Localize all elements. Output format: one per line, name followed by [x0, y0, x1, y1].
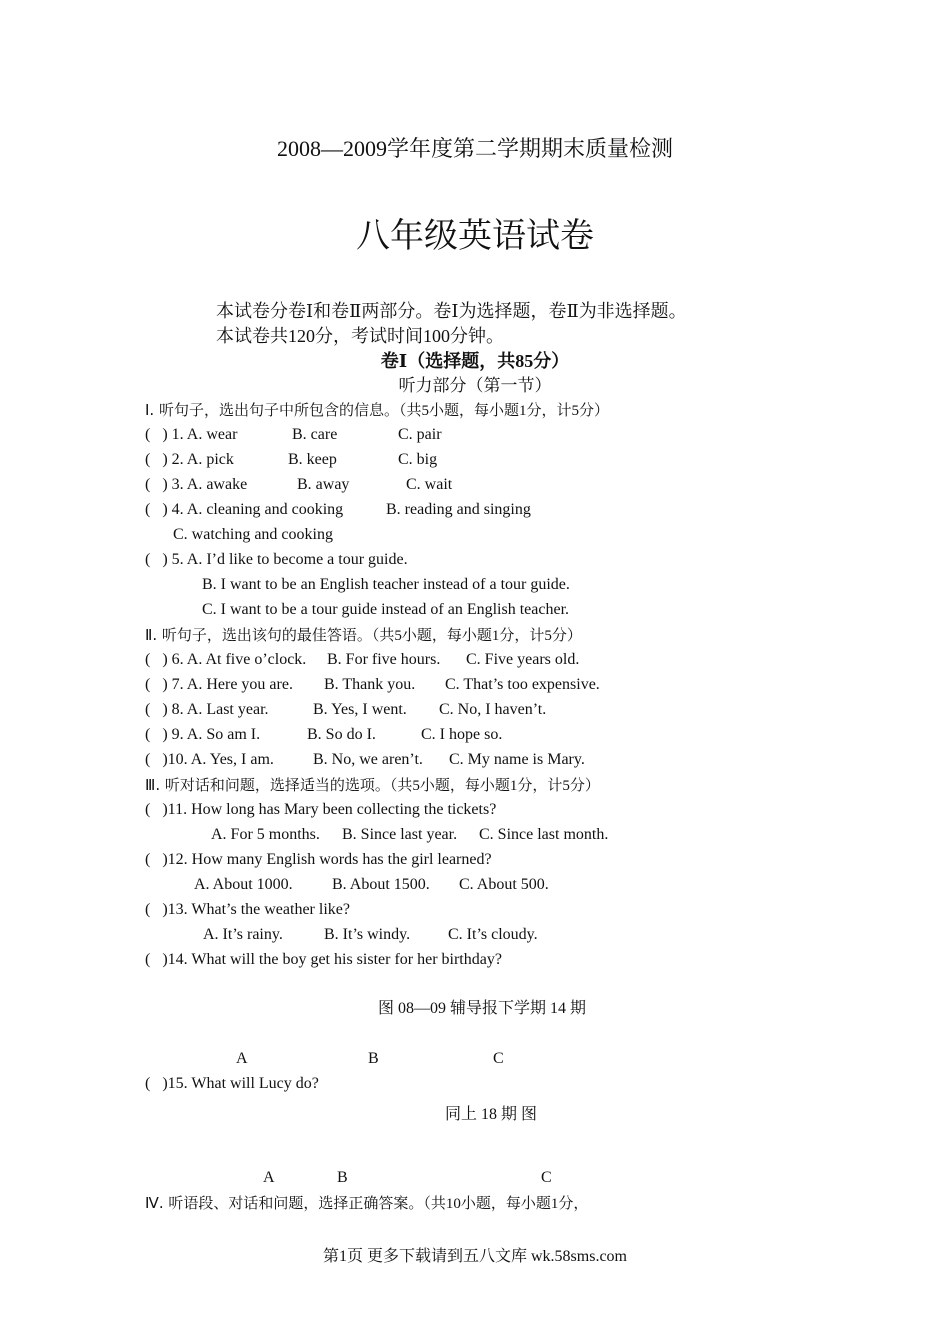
question-2: ( ) 2. A. pick	[145, 451, 234, 468]
q12-option-c: C. About 500.	[459, 876, 549, 893]
q14-image-note: 图 08—09 辅导报下学期 14 期	[378, 1000, 587, 1017]
q6-option-b: B. For five hours.	[327, 651, 441, 668]
q10-option-b: B. No, we aren’t.	[313, 751, 423, 768]
q9-option-b: B. So do I.	[307, 726, 376, 743]
question-3: ( ) 3. A. awake	[145, 476, 248, 493]
question-15: ( )15. What will Lucy do?	[145, 1075, 319, 1092]
q1-option-c: C. pair	[398, 426, 442, 443]
section-3-note: （共5小题，每小题1分，计5分）	[389, 778, 600, 794]
section-3-label: Ⅲ. 听对话和问题，选择适当的选项。	[145, 776, 390, 794]
question-12: ( )12. How many English words has the girl learned?	[145, 851, 492, 868]
q12-option-a: A. About 1000.	[194, 876, 293, 893]
q2-option-c: C. big	[398, 451, 438, 468]
question-10: ( )10. A. Yes, I am.	[145, 751, 274, 768]
question-9: ( ) 9. A. So am I.	[145, 726, 261, 743]
question-14: ( )14. What will the boy get his sister for her birthday?	[145, 951, 502, 968]
section-1-note: （共5小题，每小题1分，计5分）	[398, 403, 609, 419]
q2-option-b: B. keep	[288, 451, 337, 468]
q15-picture-label-a: A	[263, 1169, 275, 1186]
q8-option-c: C. No, I haven’t.	[439, 701, 547, 718]
section-1-label: Ⅰ. 听句子，选出句子中所包含的信息。	[145, 401, 399, 419]
question-4: ( ) 4. A. cleaning and cooking	[145, 501, 344, 518]
page-footer: 第1页 更多下载请到五八文库 wk.58sms.com	[322, 1248, 627, 1265]
intro-line-2: 本试卷共120分，考试时间100分钟。	[216, 326, 504, 346]
q6-option-c: C. Five years old.	[466, 651, 580, 668]
q5-option-c: C. I want to be a tour guide instead of an English teacher.	[202, 601, 570, 618]
q15-image-note: 同上 18 期 图	[445, 1106, 538, 1123]
q5-option-b: B. I want to be an English teacher instead of a tour guide.	[202, 576, 570, 593]
q13-option-a: A. It’s rainy.	[203, 926, 283, 943]
q8-option-b: B. Yes, I went.	[313, 701, 407, 718]
question-13: ( )13. What’s the weather like?	[145, 901, 350, 918]
question-11: ( )11. How long has Mary been collecting the tickets?	[145, 801, 497, 818]
exam-subtitle: 2008—2009学年度第二学期期末质量检测	[276, 136, 673, 161]
q7-option-b: B. Thank you.	[324, 676, 416, 693]
q15-picture-label-c: C	[541, 1169, 552, 1186]
question-8: ( ) 8. A. Last year.	[145, 701, 269, 718]
q1-option-b: B. care	[292, 426, 338, 443]
section-4-label: Ⅳ. 听语段、对话和问题，选择正确答案。	[145, 1194, 424, 1212]
q9-option-c: C. I hope so.	[421, 726, 503, 743]
section-4-note: （共10小题，每小题1分，	[423, 1196, 589, 1212]
exam-title: 八年级英语试卷	[356, 216, 594, 256]
listening-heading: 听力部分（第一节）	[398, 376, 552, 396]
question-7: ( ) 7. A. Here you are.	[145, 676, 293, 693]
q4-option-c: C. watching and cooking	[173, 526, 333, 543]
q4-option-b: B. reading and singing	[386, 501, 531, 518]
question-5: ( ) 5. A. I’d like to become a tour guide.	[145, 551, 408, 568]
section-2-label: Ⅱ. 听句子，选出该句的最佳答语。	[145, 626, 372, 644]
q11-option-b: B. Since last year.	[342, 826, 458, 843]
q10-option-c: C. My name is Mary.	[449, 751, 585, 768]
q13-option-b: B. It’s windy.	[324, 926, 411, 943]
section-1-heading	[145, 400, 609, 421]
question-1: ( ) 1. A. wear	[145, 426, 238, 443]
q15-picture-label-b: B	[337, 1169, 348, 1186]
q14-picture-label-c: C	[493, 1050, 504, 1067]
q3-option-b: B. away	[297, 476, 350, 493]
question-6: ( ) 6. A. At five o’clock.	[145, 651, 307, 668]
section-2-note: （共5小题，每小题1分，计5分）	[371, 628, 582, 644]
q11-option-a: A. For 5 months.	[211, 826, 320, 843]
section-3-heading	[145, 775, 600, 796]
q12-option-b: B. About 1500.	[332, 876, 430, 893]
q13-option-c: C. It’s cloudy.	[448, 926, 538, 943]
part1-heading: 卷Ⅰ（选择题，共85分）	[380, 351, 570, 371]
section-4-heading	[145, 1193, 588, 1214]
q14-picture-label-b: B	[368, 1050, 379, 1067]
q14-picture-label-a: A	[236, 1050, 248, 1067]
q3-option-c: C. wait	[406, 476, 453, 493]
q11-option-c: C. Since last month.	[479, 826, 609, 843]
q7-option-c: C. That’s too expensive.	[445, 676, 600, 693]
intro-line-1: 本试卷分卷Ⅰ和卷Ⅱ两部分。卷Ⅰ为选择题，卷Ⅱ为非选择题。	[216, 301, 687, 321]
section-2-heading	[145, 625, 582, 646]
